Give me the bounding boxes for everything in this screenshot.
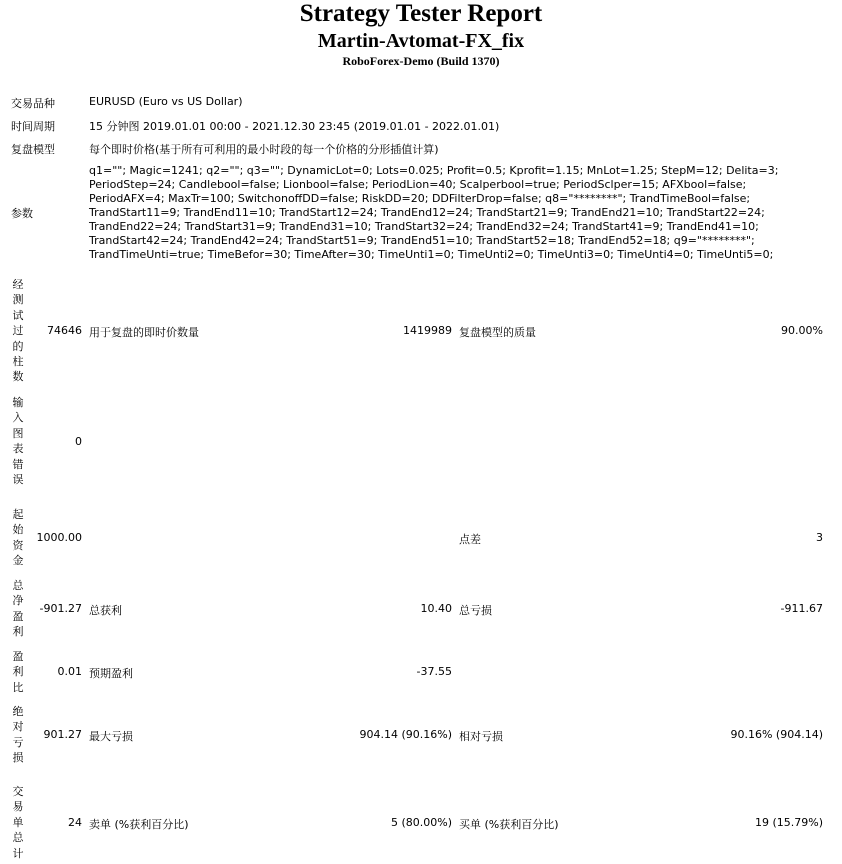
net-profit-value: -901.27	[39, 602, 82, 615]
params-value: q1=""; Magic=1241; q2=""; q3=""; DynamicLot=0; Lots=0.025; Profit=0.5; Kprofit=1.15; MnLot=1.25; StepM=12; Delita=3; PeriodStep=24; Candlebool=false; Lionbool=false; PeriodLion=40; Scalperbool=true; PeriodSclper=15; AFXbool=false; PeriodAFX=4; MaxTr=100; SwitchonoffDD=false; RiskDD=20; DDFilterDrop=false; q8="********"; TrandTimeBool=false; TrandStart11=9; TrandEnd11=10; TrandStart12=24; TrandEnd12=24; TrandStart21=9; TrandEnd21=10; TrandStart22=24; TrandEnd22=24; TrandStart31=9; TrandEnd31=10; TrandStart32=24; TrandEnd32=24; TrandStart41=9; TrandEnd41=10; TrandStart42=24; TrandEnd42=24; TrandStart51=9; TrandEnd51=10; TrandStart52=18; TrandEnd52=18; q9="********"; TrandTimeUnti=true; TimeBefor=30; TimeAfter=30; TimeUnti1=0; TimeUnti2=0; TimeUnti3=0; TimeUnti4=0; TimeUnti5=0;	[89, 164, 779, 261]
short-trades-label: 卖单 (%获利百分比)	[89, 818, 189, 831]
ticks-value: 1419989	[403, 324, 452, 337]
long-trades-value: 19 (15.79%)	[754, 816, 823, 829]
ticks-label: 用于复盘的即时价数量	[89, 326, 199, 339]
bars-value: 74646	[47, 324, 82, 337]
symbol-label: 交易品种	[11, 97, 55, 110]
deposit-value: 1000.00	[36, 531, 82, 544]
long-trades-label: 买单 (%获利百分比)	[459, 818, 559, 831]
abs-drawdown-label: 绝对亏损	[12, 705, 24, 765]
expected-payoff-label: 预期盈利	[89, 667, 133, 680]
period-value: 15 分钟图 2019.01.01 00:00 - 2021.12.30 23:45 (2019.01.01 - 2022.01.01)	[89, 120, 500, 133]
quality-value: 90.00%	[781, 324, 823, 337]
total-trades-value: 24	[68, 816, 82, 829]
params-label: 参数	[11, 207, 33, 220]
expected-payoff-value: -37.55	[416, 665, 452, 678]
errors-label: 输入图表错误	[12, 396, 24, 487]
gross-loss-label: 总亏损	[459, 604, 492, 617]
rel-drawdown-value: 90.16% (904.14)	[730, 728, 823, 741]
spread-value: 3	[816, 531, 823, 544]
max-drawdown-label: 最大亏损	[89, 730, 133, 743]
period-label: 时间周期	[11, 120, 55, 133]
report-title: Strategy Tester Report	[299, 0, 543, 27]
quality-label: 复盘模型的质量	[459, 326, 536, 339]
symbol-value: EURUSD (Euro vs US Dollar)	[89, 95, 243, 108]
net-profit-label: 总净盈利	[12, 579, 24, 639]
gross-profit-value: 10.40	[420, 602, 452, 615]
total-trades-label: 交易单总计	[12, 785, 24, 860]
model-value: 每个即时价格(基于所有可利用的最小时段的每一个价格的分形插值计算)	[89, 143, 439, 156]
max-drawdown-value: 904.14 (90.16%)	[359, 728, 452, 741]
gross-loss-value: -911.67	[780, 602, 823, 615]
expert-name: Martin-Avtomat-FX_fix	[317, 30, 525, 52]
deposit-label: 起始资金	[12, 508, 24, 568]
gross-profit-label: 总获利	[89, 604, 122, 617]
errors-value: 0	[75, 435, 82, 448]
profit-factor-value: 0.01	[57, 665, 82, 678]
short-trades-value: 5 (80.00%)	[390, 816, 452, 829]
abs-drawdown-value: 901.27	[43, 728, 82, 741]
model-label: 复盘模型	[11, 143, 55, 156]
server-build: RoboForex-Demo (Build 1370)	[342, 54, 500, 68]
rel-drawdown-label: 相对亏损	[459, 730, 503, 743]
spread-label: 点差	[459, 533, 481, 546]
bars-label: 经测试过的柱数	[12, 278, 24, 384]
profit-factor-label: 盈利比	[12, 650, 24, 694]
